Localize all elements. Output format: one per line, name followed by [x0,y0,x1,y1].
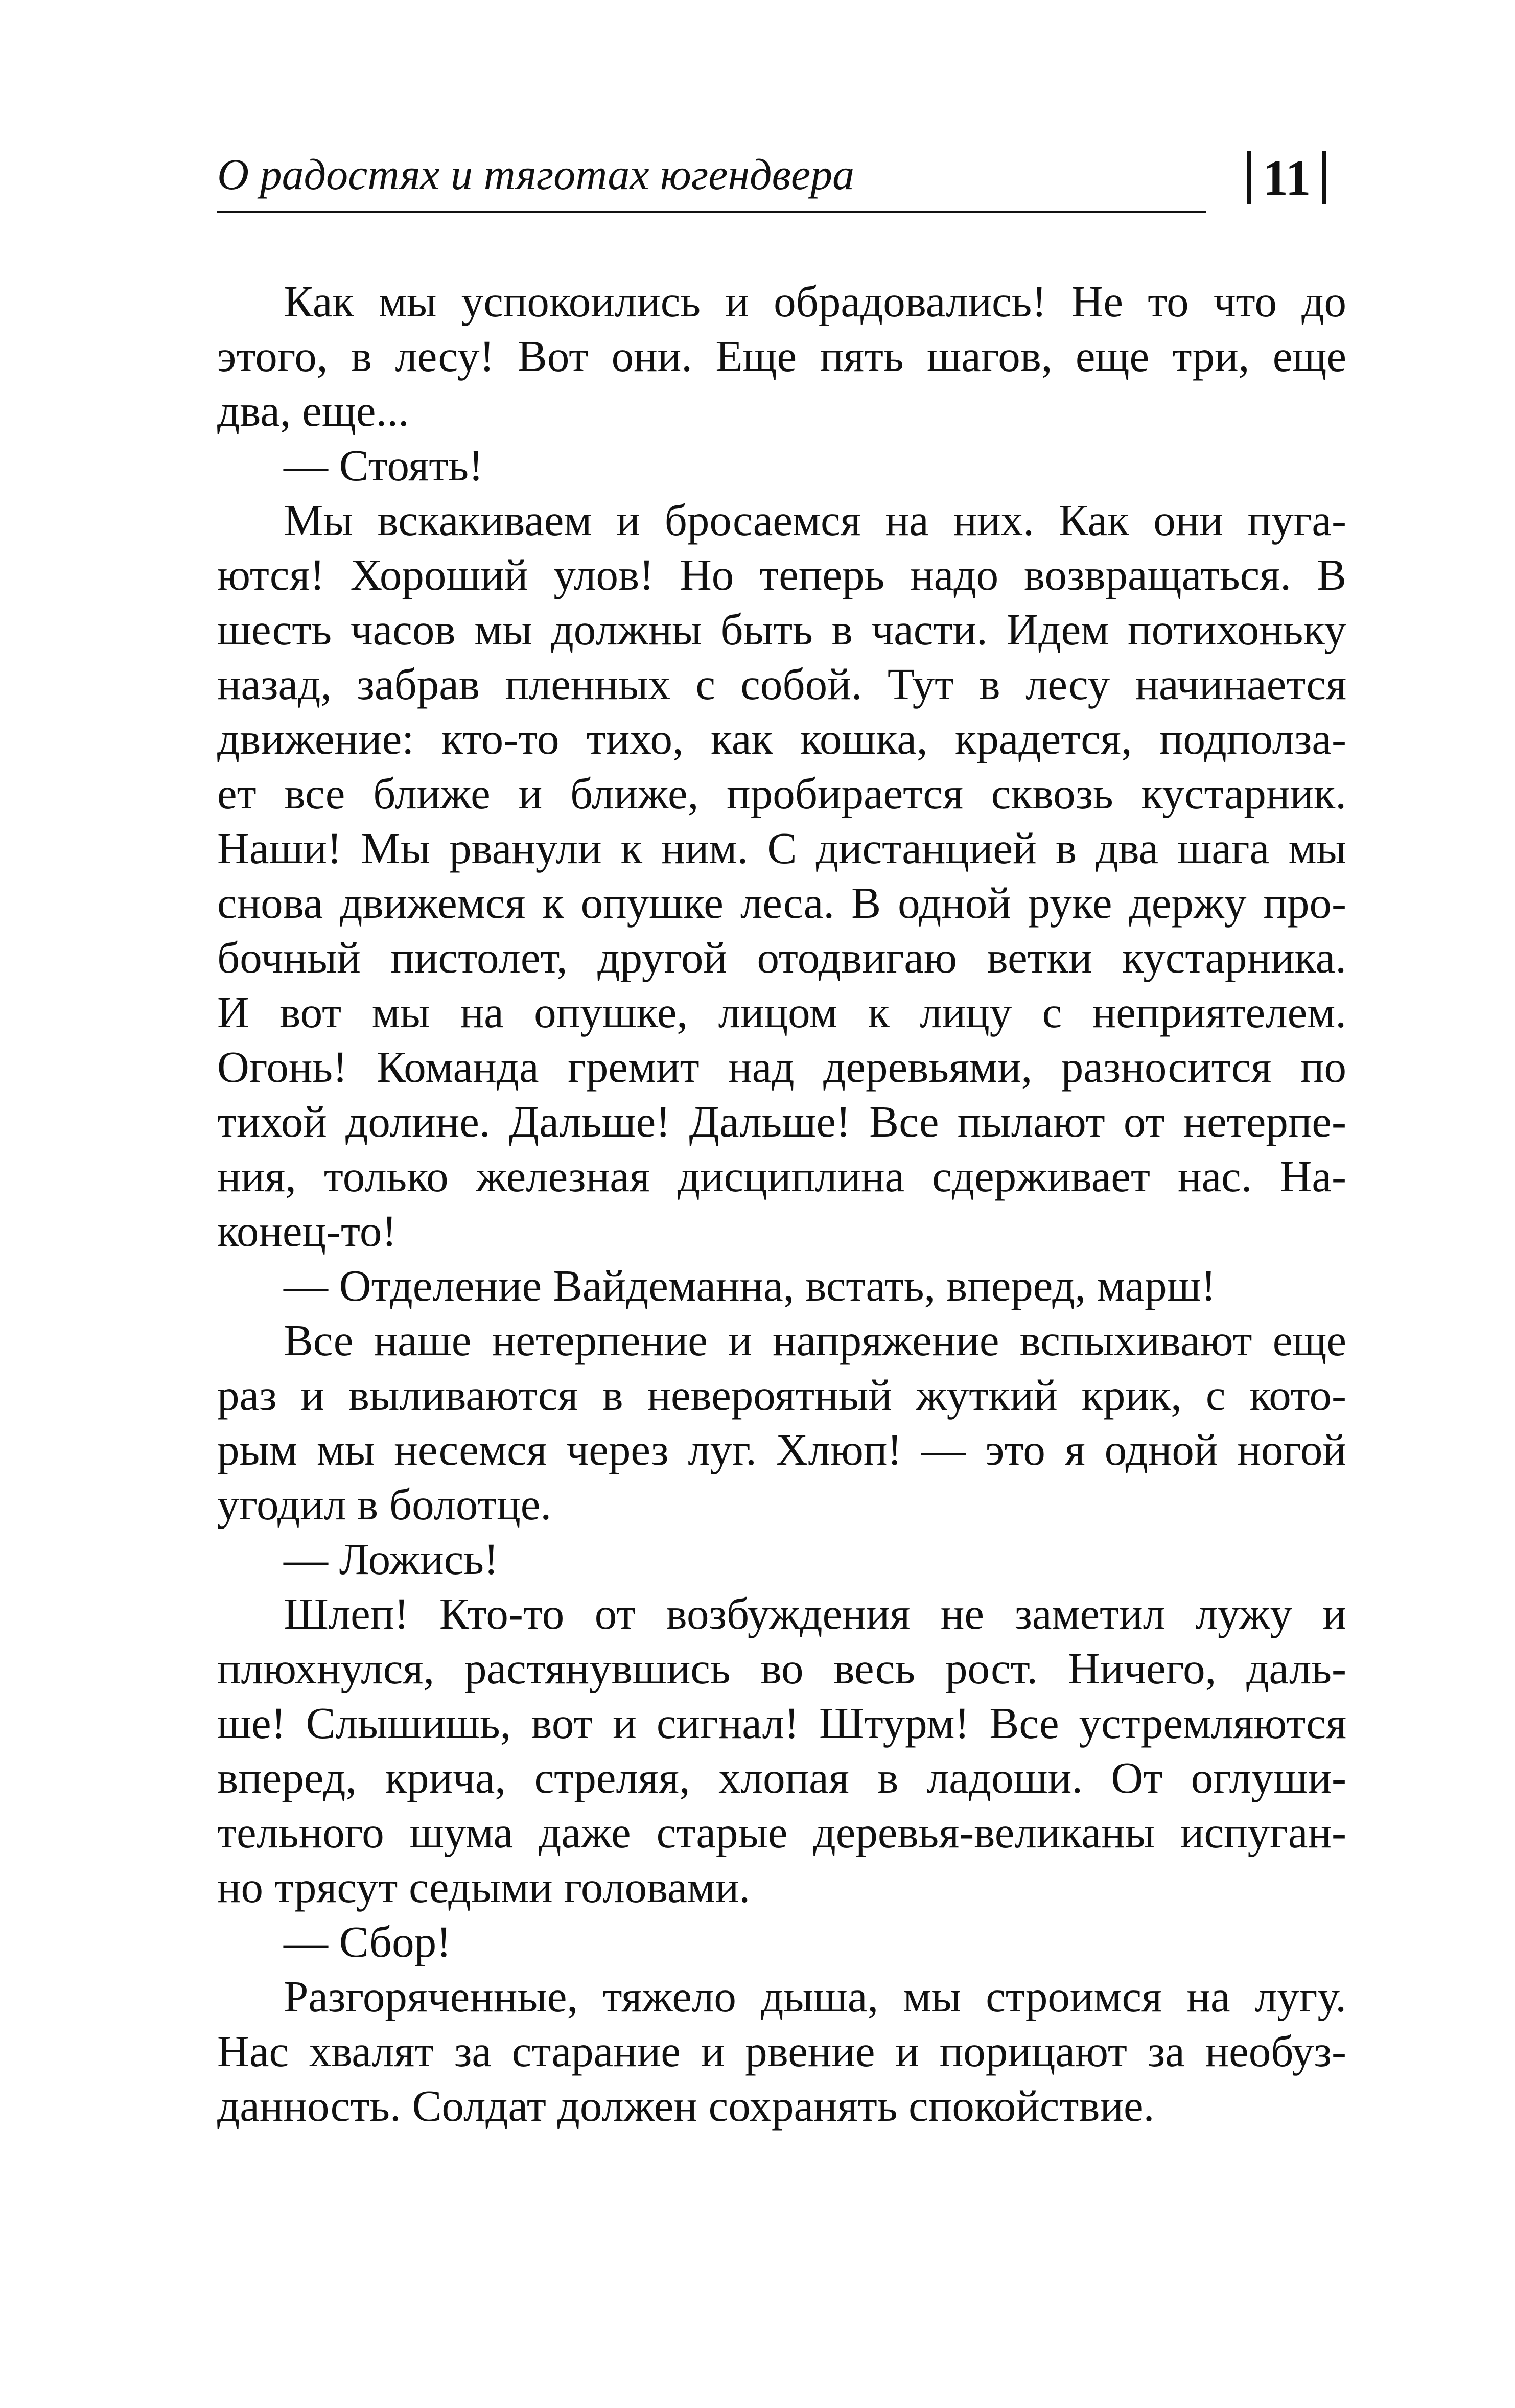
text-line: — Стоять! [284,441,484,490]
text-line: этого, в лесу! Вот они. Еще пять шагов, еще три, еще [217,331,1346,381]
text-line: Огонь! Команда гремит над деревьями, разносится по [217,1042,1346,1092]
folio-right-bar [1322,151,1326,204]
page-number-block [1247,151,1326,204]
text-line: данность. Солдат должен сохранять спокойствие. [217,2081,1155,2131]
text-line: Разгоряченные, тяжело дыша, мы строимся на лугу. [284,1972,1346,2021]
text-line: снова движемся к опушке леса. В одной руке держу про- [217,878,1346,928]
text-line: движение: кто-то тихо, как кошка, крадется, подполза- [217,714,1346,763]
text-line: ются! Хороший улов! Но теперь надо возвращаться. В [217,550,1346,599]
text-line: Нас хвалят за старание и рвение и порицают за необуз- [217,2026,1346,2076]
page-number: 11 [1263,149,1311,206]
text-line: два, еще... [217,386,409,435]
text-line: шесть часов мы должны быть в части. Идем потихоньку [217,605,1346,654]
text-line: угодил в болотце. [217,1479,552,1529]
text-line: но трясут седыми головами. [217,1862,751,1912]
header-rule [217,211,1206,213]
text-line: раз и выливаются в невероятный жуткий крик, с кото- [217,1370,1346,1420]
text-line: — Сбор! [284,1917,452,1966]
text-line: Наши! Мы рванули к ним. С дистанцией в два шага мы [217,823,1346,873]
text-line: бочный пистолет, другой отодвигаю ветки кустарника. [217,933,1346,982]
text-line: конец-то! [217,1206,397,1256]
text-line: Шлеп! Кто-то от возбуждения не заметил лужу и [284,1589,1346,1638]
text-line: ше! Слышишь, вот и сигнал! Штурм! Все устремляются [217,1698,1346,1748]
running-title: О радостях и тяготах югендвера [217,150,855,199]
text-line: ет все ближе и ближе, пробирается сквозь кустарник. [217,769,1346,818]
body-text [217,274,1346,2133]
text-line: тельного шума даже старые деревья-великаны испуган- [217,1808,1346,1857]
text-line: назад, забрав пленных с собой. Тут в лесу начинается [217,659,1346,709]
text-line: — Отделение Вайдеманна, встать, вперед, марш! [284,1261,1216,1310]
text-line: Мы вскакиваем и бросаемся на них. Как они пуга- [284,495,1346,545]
text-line: рым мы несемся через луг. Хлюп! — это я одной ногой [217,1425,1346,1474]
folio-left-bar [1247,151,1251,204]
text-line: — Ложись! [284,1534,499,1584]
text-line: тихой долине. Дальше! Дальше! Все пылают от нетерпе- [217,1097,1346,1146]
text-line: плюхнулся, растянувшись во весь рост. Ничего, даль- [217,1643,1346,1693]
text-line: И вот мы на опушке, лицом к лицу с неприятелем. [217,987,1346,1037]
text-line: вперед, крича, стреляя, хлопая в ладоши. От оглуши- [217,1753,1346,1802]
text-line: Все наше нетерпение и напряжение вспыхивают еще [284,1315,1346,1365]
text-line: Как мы успокоились и обрадовались! Не то что до [284,276,1346,326]
text-line: ния, только железная дисциплина сдерживает нас. На- [217,1151,1346,1201]
